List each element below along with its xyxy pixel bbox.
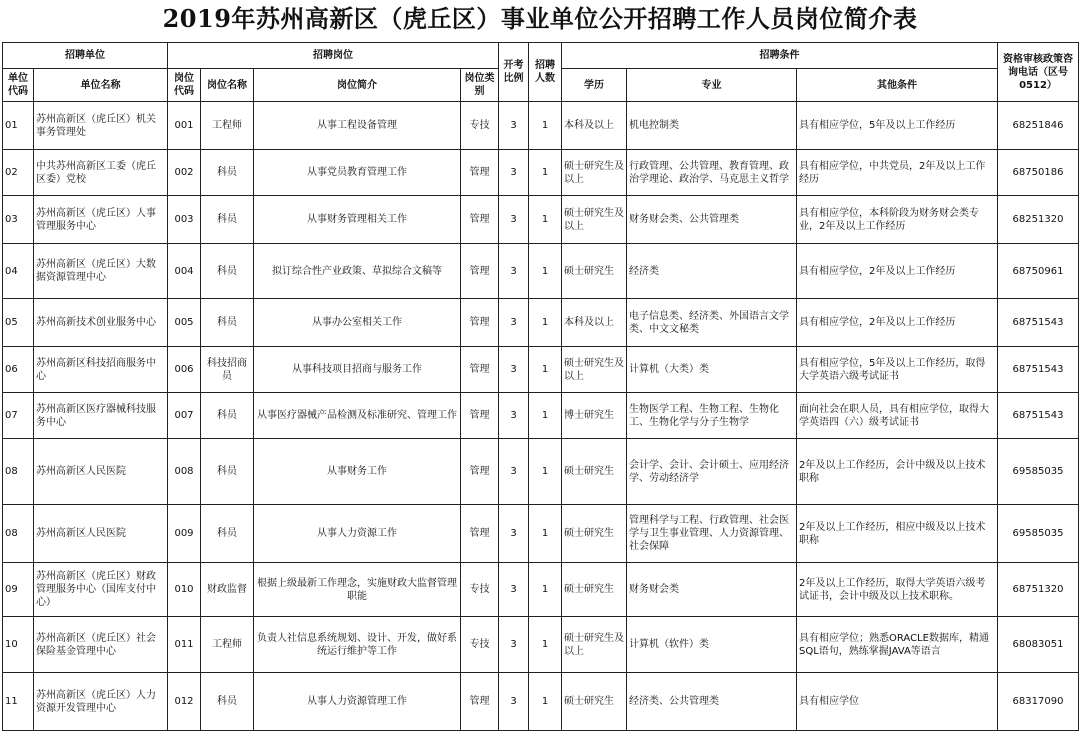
unit-name-cell: 苏州高新区（虎丘区）人力资源开发管理中心: [34, 673, 168, 731]
phone-cell: 68251320: [998, 196, 1079, 244]
post-type-cell: 管理: [461, 347, 499, 393]
unit-name-cell: 苏州高新区人民医院: [34, 505, 168, 563]
unit-name-cell: 苏州高新区医疗器械科技服务中心: [34, 393, 168, 439]
major-cell: 会计学、会计、会计硕士、应用经济学、劳动经济学: [627, 439, 797, 505]
post-code-cell: 008: [168, 439, 201, 505]
phone-cell: 68317090: [998, 673, 1079, 731]
unit-name-cell: 苏州高新区（虎丘区）人事管理服务中心: [34, 196, 168, 244]
post-type-cell: 管理: [461, 393, 499, 439]
post-code-cell: 001: [168, 102, 201, 150]
unit-name-cell: 苏州高新区（虎丘区）机关事务管理处: [34, 102, 168, 150]
unit-code-cell: 11: [3, 673, 34, 731]
exam-ratio-cell: 3: [499, 102, 529, 150]
hire-count-cell: 1: [529, 617, 562, 673]
education-cell: 硕士研究生: [562, 563, 627, 617]
hire-count-cell: 1: [529, 102, 562, 150]
document-title: 2019年苏州高新区（虎丘区）事业单位公开招聘工作人员岗位简介表: [162, 4, 918, 33]
post-type-cell: 管理: [461, 196, 499, 244]
education-cell: 硕士研究生: [562, 439, 627, 505]
other-cell: 具有相应学位，2年及以上工作经历: [797, 244, 998, 299]
other-cell: 2年及以上工作经历，会计中级及以上技术职称: [797, 439, 998, 505]
hire-count-cell: 1: [529, 673, 562, 731]
exam-ratio-cell: 3: [499, 439, 529, 505]
post-name-cell: 工程师: [201, 617, 254, 673]
post-name-cell: 科员: [201, 196, 254, 244]
header-post-group: 招聘岗位: [168, 43, 499, 69]
header-unit-code: 单位代码: [3, 69, 34, 102]
post-code-cell: 005: [168, 299, 201, 347]
exam-ratio-cell: 3: [499, 393, 529, 439]
post-code-cell: 006: [168, 347, 201, 393]
phone-cell: 68750961: [998, 244, 1079, 299]
hire-count-cell: 1: [529, 150, 562, 196]
education-cell: 本科及以上: [562, 102, 627, 150]
exam-ratio-cell: 3: [499, 673, 529, 731]
post-name-cell: 科员: [201, 439, 254, 505]
education-cell: 硕士研究生: [562, 505, 627, 563]
post-code-cell: 010: [168, 563, 201, 617]
header-post-code: 岗位代码: [168, 69, 201, 102]
phone-cell: 69585035: [998, 439, 1079, 505]
unit-code-cell: 01: [3, 102, 34, 150]
major-cell: 计算机（大类）类: [627, 347, 797, 393]
table-row: [3, 439, 1079, 505]
major-cell: 电子信息类、经济类、外国语言文学类、中文文秘类: [627, 299, 797, 347]
other-cell: 2年及以上工作经历，相应中级及以上技术职称: [797, 505, 998, 563]
unit-code-cell: 08: [3, 505, 34, 563]
post-code-cell: 009: [168, 505, 201, 563]
post-desc-cell: 拟订综合性产业政策、草拟综合文稿等: [254, 244, 461, 299]
header-education: 学历: [562, 69, 627, 102]
header-post-name: 岗位名称: [201, 69, 254, 102]
unit-code-cell: 03: [3, 196, 34, 244]
post-type-cell: 专技: [461, 102, 499, 150]
phone-cell: 68751320: [998, 563, 1079, 617]
header-hire-count: 招聘人数: [529, 43, 562, 102]
exam-ratio-cell: 3: [499, 563, 529, 617]
header-unit-name: 单位名称: [34, 69, 168, 102]
post-desc-cell: 从事工程设备管理: [254, 102, 461, 150]
post-type-cell: 管理: [461, 673, 499, 731]
major-cell: 经济类: [627, 244, 797, 299]
post-type-cell: 管理: [461, 439, 499, 505]
table-row: [3, 505, 1079, 563]
unit-code-cell: 10: [3, 617, 34, 673]
exam-ratio-cell: 3: [499, 244, 529, 299]
post-name-cell: 财政监督: [201, 563, 254, 617]
table-row: [3, 617, 1079, 673]
post-code-cell: 012: [168, 673, 201, 731]
exam-ratio-cell: 3: [499, 505, 529, 563]
header-post-desc: 岗位简介: [254, 69, 461, 102]
table-row: [3, 299, 1079, 347]
major-cell: 机电控制类: [627, 102, 797, 150]
phone-cell: 68083051: [998, 617, 1079, 673]
other-cell: 具有相应学位，5年及以上工作经历: [797, 102, 998, 150]
post-type-cell: 管理: [461, 150, 499, 196]
hire-count-cell: 1: [529, 505, 562, 563]
major-cell: 生物医学工程、生物工程、生物化工、生物化学与分子生物学: [627, 393, 797, 439]
phone-cell: 68750186: [998, 150, 1079, 196]
table-row: [3, 347, 1079, 393]
header-conditions-group: 招聘条件: [562, 43, 998, 69]
table-row: [3, 673, 1079, 731]
education-cell: 硕士研究生及以上: [562, 347, 627, 393]
post-desc-cell: 从事人力资源工作: [254, 505, 461, 563]
post-code-cell: 004: [168, 244, 201, 299]
education-cell: 硕士研究生: [562, 673, 627, 731]
post-name-cell: 科员: [201, 505, 254, 563]
education-cell: 硕士研究生: [562, 244, 627, 299]
post-desc-cell: 负责人社信息系统规划、设计、开发，做好系统运行维护等工作: [254, 617, 461, 673]
positions-table: [2, 42, 1079, 731]
education-cell: 博士研究生: [562, 393, 627, 439]
post-name-cell: 科员: [201, 299, 254, 347]
unit-code-cell: 08: [3, 439, 34, 505]
post-code-cell: 003: [168, 196, 201, 244]
major-cell: 财务财会类: [627, 563, 797, 617]
unit-name-cell: 中共苏州高新区工委（虎丘区委）党校: [34, 150, 168, 196]
other-cell: 具有相应学位，中共党员，2年及以上工作经历: [797, 150, 998, 196]
header-other: 其他条件: [797, 69, 998, 102]
other-cell: 具有相应学位: [797, 673, 998, 731]
header-row-1: [3, 43, 1079, 69]
post-type-cell: 专技: [461, 563, 499, 617]
post-desc-cell: 从事党员教育管理工作: [254, 150, 461, 196]
hire-count-cell: 1: [529, 299, 562, 347]
education-cell: 硕士研究生及以上: [562, 150, 627, 196]
post-name-cell: 科技招商员: [201, 347, 254, 393]
post-name-cell: 科员: [201, 673, 254, 731]
post-code-cell: 002: [168, 150, 201, 196]
hire-count-cell: 1: [529, 393, 562, 439]
unit-name-cell: 苏州高新区科技招商服务中心: [34, 347, 168, 393]
post-desc-cell: 从事医疗器械产品检测及标准研究、管理工作: [254, 393, 461, 439]
table-row: [3, 563, 1079, 617]
post-desc-cell: 从事财务管理相关工作: [254, 196, 461, 244]
post-desc-cell: 从事科技项目招商与服务工作: [254, 347, 461, 393]
post-desc-cell: 从事办公室相关工作: [254, 299, 461, 347]
post-name-cell: 科员: [201, 150, 254, 196]
unit-code-cell: 05: [3, 299, 34, 347]
other-cell: 具有相应学位；熟悉ORACLE数据库，精通SQL语句，熟练掌握JAVA等语言: [797, 617, 998, 673]
exam-ratio-cell: 3: [499, 299, 529, 347]
phone-cell: 68751543: [998, 299, 1079, 347]
major-cell: 行政管理、公共管理、教育管理、政治学理论、政治学、马克思主义哲学: [627, 150, 797, 196]
hire-count-cell: 1: [529, 244, 562, 299]
other-cell: 具有相应学位，2年及以上工作经历: [797, 299, 998, 347]
hire-count-cell: 1: [529, 347, 562, 393]
major-cell: 管理科学与工程、行政管理、社会医学与卫生事业管理、人力资源管理、社会保障: [627, 505, 797, 563]
header-unit-group: 招聘单位: [3, 43, 168, 69]
other-cell: 面向社会在职人员，具有相应学位，取得大学英语四（六）级考试证书: [797, 393, 998, 439]
unit-name-cell: 苏州高新区（虎丘区）财政管理服务中心（国库支付中心）: [34, 563, 168, 617]
education-cell: 硕士研究生及以上: [562, 617, 627, 673]
unit-name-cell: 苏州高新区（虎丘区）大数据资源管理中心: [34, 244, 168, 299]
table-row: [3, 196, 1079, 244]
major-cell: 经济类、公共管理类: [627, 673, 797, 731]
header-major: 专业: [627, 69, 797, 102]
unit-code-cell: 04: [3, 244, 34, 299]
exam-ratio-cell: 3: [499, 617, 529, 673]
post-type-cell: 专技: [461, 617, 499, 673]
post-name-cell: 工程师: [201, 102, 254, 150]
post-desc-cell: 根据上级最新工作理念，实施财政大监督管理职能: [254, 563, 461, 617]
table-row: [3, 393, 1079, 439]
header-phone: 资格审核政策咨询电话（区号0512）: [998, 43, 1079, 102]
post-type-cell: 管理: [461, 505, 499, 563]
major-cell: 计算机（软件）类: [627, 617, 797, 673]
education-cell: 本科及以上: [562, 299, 627, 347]
post-type-cell: 管理: [461, 244, 499, 299]
other-cell: 2年及以上工作经历，取得大学英语六级考试证书，会计中级及以上技术职称。: [797, 563, 998, 617]
hire-count-cell: 1: [529, 196, 562, 244]
table-row: [3, 102, 1079, 150]
post-name-cell: 科员: [201, 244, 254, 299]
hire-count-cell: 1: [529, 439, 562, 505]
post-desc-cell: 从事财务工作: [254, 439, 461, 505]
header-post-type: 岗位类别: [461, 69, 499, 102]
unit-name-cell: 苏州高新区（虎丘区）社会保险基金管理中心: [34, 617, 168, 673]
unit-name-cell: 苏州高新区人民医院: [34, 439, 168, 505]
table-row: [3, 150, 1079, 196]
hire-count-cell: 1: [529, 563, 562, 617]
unit-code-cell: 07: [3, 393, 34, 439]
phone-cell: 69585035: [998, 505, 1079, 563]
post-name-cell: 科员: [201, 393, 254, 439]
other-cell: 具有相应学位，5年及以上工作经历，取得大学英语六级考试证书: [797, 347, 998, 393]
exam-ratio-cell: 3: [499, 150, 529, 196]
unit-name-cell: 苏州高新技术创业服务中心: [34, 299, 168, 347]
phone-cell: 68751543: [998, 347, 1079, 393]
table-row: [3, 244, 1079, 299]
post-code-cell: 007: [168, 393, 201, 439]
post-desc-cell: 从事人力资源管理工作: [254, 673, 461, 731]
exam-ratio-cell: 3: [499, 347, 529, 393]
phone-cell: 68751543: [998, 393, 1079, 439]
post-code-cell: 011: [168, 617, 201, 673]
other-cell: 具有相应学位，本科阶段为财务财会类专业，2年及以上工作经历: [797, 196, 998, 244]
post-type-cell: 管理: [461, 299, 499, 347]
table-body: [3, 102, 1079, 731]
header-exam-ratio: 开考比例: [499, 43, 529, 102]
unit-code-cell: 09: [3, 563, 34, 617]
major-cell: 财务财会类、公共管理类: [627, 196, 797, 244]
education-cell: 硕士研究生及以上: [562, 196, 627, 244]
phone-cell: 68251846: [998, 102, 1079, 150]
unit-code-cell: 06: [3, 347, 34, 393]
unit-code-cell: 02: [3, 150, 34, 196]
exam-ratio-cell: 3: [499, 196, 529, 244]
